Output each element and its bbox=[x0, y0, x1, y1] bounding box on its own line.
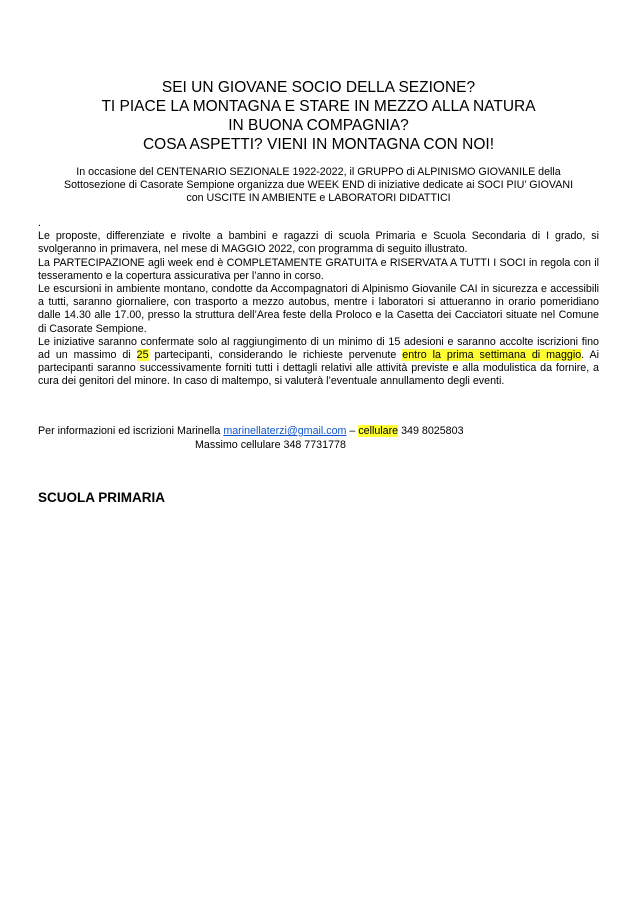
headline-line: IN BUONA COMPAGNIA? bbox=[228, 117, 409, 134]
paragraph-excursions: Le escursioni in ambiente montano, condotte da Accompagnatori di Alpinismo Giovanile CAI in sicurezza e accessibili a tutti, saranno giornaliere, con trasporto a mezzo autobus, mentre i laboratori si attueranno in orario pomeridiano dalle 14.30 alle 17.00, presso la struttura dell’Area feste della Proloco e la Casetta dei Cacciatori situate nel Comune di Casorate Sempione. bbox=[38, 283, 599, 335]
headline-line: TI PIACE LA MONTAGNA E STARE IN MEZZO ALLA NATURA bbox=[101, 98, 536, 115]
intro-line: con USCITE IN AMBIENTE e LABORATORI DIDATTICI bbox=[186, 192, 451, 205]
confirmation-text: . Ai partecipanti saranno successivamente forniti tutti i dettagli relativi alle attività previste e alla modulistica da fornire, a cura dei genitori del minore. In caso di maltempo, si valuterà l’eventuale annullamento degli eventi. bbox=[38, 349, 599, 388]
confirmation-text: partecipanti, considerando le richieste pervenute bbox=[148, 349, 403, 362]
headline-line: SEI UN GIOVANE SOCIO DELLA SEZIONE? bbox=[161, 79, 476, 96]
cell-number: 349 8025803 bbox=[398, 425, 464, 437]
section-title: SCUOLA PRIMARIA bbox=[38, 490, 165, 505]
confirmation-text: Le iniziative saranno confermate solo al raggiungimento di un minimo di 15 adesioni e saranno accolte iscrizioni fino ad un massimo di bbox=[38, 335, 599, 362]
contact-row-massimo: Massimo cellulare 348 7731778 bbox=[195, 439, 346, 451]
contacts-block bbox=[38, 424, 599, 452]
email-link[interactable]: marinellaterzi@gmail.com bbox=[223, 425, 347, 437]
paragraph-proposals: Le proposte, differenziate e rivolte a bambini e ragazzi di scuola Primaria e Scuola Secondaria di I grado, si svolgeranno in primavera, nel mese di MAGGIO 2022, con programma di seguito illustrato. bbox=[38, 230, 599, 256]
intro-paragraph bbox=[36, 166, 601, 206]
headline bbox=[40, 78, 597, 154]
contact-intro: Per informazioni ed iscrizioni Marinella bbox=[38, 425, 224, 437]
contact-row-marinella bbox=[38, 424, 599, 438]
deadline-highlight: entro la prima settimana di maggio bbox=[402, 349, 582, 362]
cell-label-highlight: cellulare bbox=[358, 425, 399, 437]
intro-line: Sottosezione di Casorate Sempione organizza due WEEK END di iniziative dedicate ai SOCI PIU’ GIOVANI bbox=[63, 179, 574, 192]
contact-dash: – bbox=[346, 425, 359, 437]
body-text bbox=[38, 217, 599, 389]
intro-line: In occasione del CENTENARIO SEZIONALE 1922-2022, il GRUPPO di ALPINISMO GIOVANILE della bbox=[76, 166, 561, 178]
paragraph-confirmation bbox=[38, 336, 599, 389]
headline-line: COSA ASPETTI? VIENI IN MONTAGNA CON NOI! bbox=[142, 136, 495, 153]
stray-dot: . bbox=[38, 217, 41, 229]
max-participants-highlight: 25 bbox=[136, 349, 149, 362]
paragraph-participation: La PARTECIPAZIONE agli week end è COMPLETAMENTE GRATUITA e RISERVATA A TUTTI I SOCI in regola con il tesseramento e la copertura assicurativa per l’anno in corso. bbox=[38, 256, 599, 282]
